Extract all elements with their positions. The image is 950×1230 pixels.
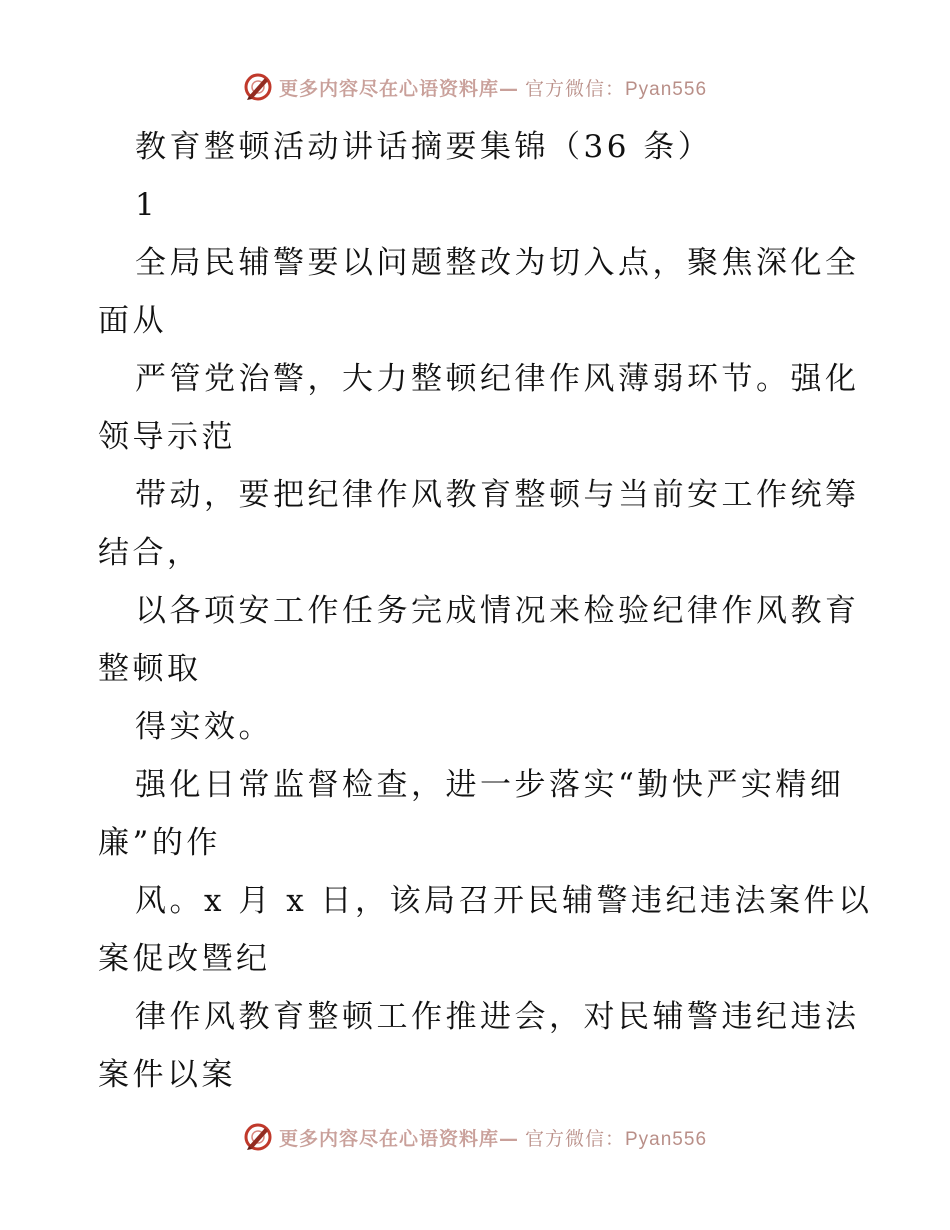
watermark-contact-text: 官方微信：Pyan556 xyxy=(525,78,708,100)
watermark-prefix-text: 更多内容尽在心语资料库— xyxy=(278,77,519,100)
footer-watermark xyxy=(0,1122,950,1152)
text-line: 结合， xyxy=(98,535,202,571)
text-line: 廉”的作 xyxy=(98,825,221,861)
text-line: 得实效。 xyxy=(135,709,273,745)
text-line: 1 xyxy=(135,187,159,223)
red-circle-pen-logo-icon xyxy=(243,72,273,102)
text-line: 以各项安工作任务完成情况来检验纪律作风教育 xyxy=(135,593,860,629)
text-line: 风。x 月 x 日，该局召开民辅警违纪违法案件以 xyxy=(135,883,873,919)
red-circle-pen-logo-icon xyxy=(243,1122,273,1152)
text-line: 全局民辅警要以问题整改为切入点，聚焦深化全 xyxy=(135,245,860,281)
text-line: 案促改暨纪 xyxy=(98,941,271,977)
document-body xyxy=(98,118,873,1104)
text-line: 案件以案 xyxy=(98,1057,236,1093)
text-line: 强化日常监督检查，进一步落实“勤快严实精细 xyxy=(135,767,845,803)
watermark-prefix-text: 更多内容尽在心语资料库— xyxy=(278,1127,519,1150)
text-line: 领导示范 xyxy=(98,419,236,455)
text-line: 律作风教育整顿工作推进会，对民辅警违纪违法 xyxy=(135,999,860,1035)
text-line: 面从 xyxy=(98,303,167,339)
watermark-contact-text: 官方微信：Pyan556 xyxy=(525,1128,708,1150)
header-watermark xyxy=(0,72,950,102)
text-line: 严管党治警，大力整顿纪律作风薄弱环节。强化 xyxy=(135,361,860,397)
text-line: 带动，要把纪律作风教育整顿与当前安工作统筹 xyxy=(135,477,860,513)
text-line: 整顿取 xyxy=(98,651,202,687)
text-line: 教育整顿活动讲话摘要集锦（36 条） xyxy=(135,129,713,165)
